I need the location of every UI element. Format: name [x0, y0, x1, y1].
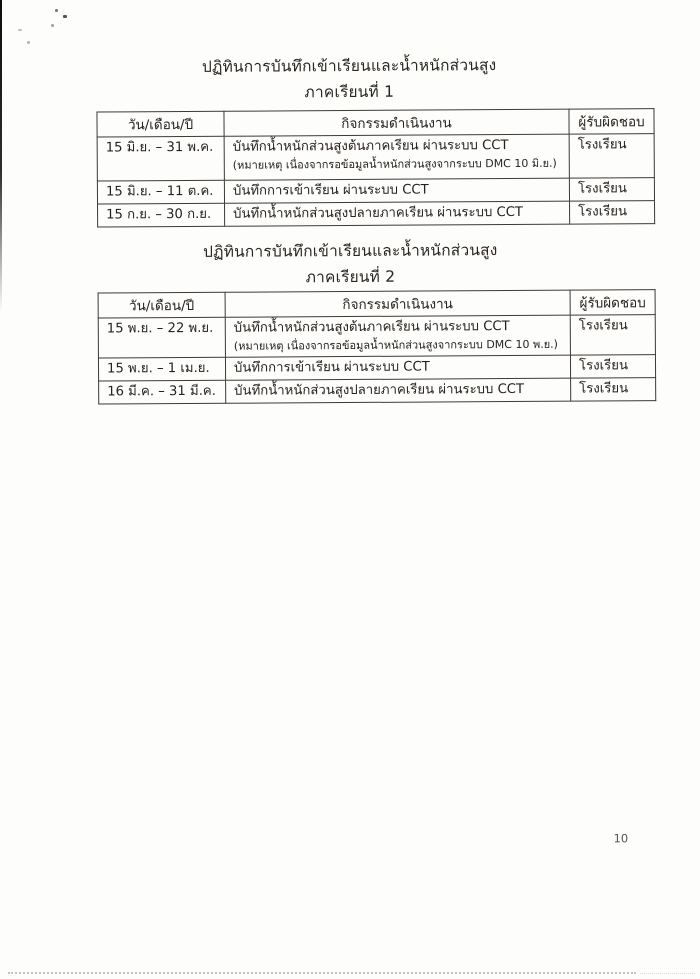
table-row — [98, 355, 655, 381]
activity-note: (หมายเหตุ เนื่องจากรอข้อมูลน้ำหนักส่วนสูงจากระบบ DMC 10 มิ.ย.) — [232, 156, 557, 172]
table-row — [98, 201, 655, 227]
calendar-title: ปฏิทินการบันทึกเข้าเรียนและน้ำหนักส่วนสูง — [202, 241, 498, 261]
date-cell: 15 มิ.ย. – 31 พ.ค. — [97, 136, 224, 181]
header-date: วัน/เดือน/ปี — [98, 292, 225, 318]
table-row — [97, 134, 654, 181]
header-responsible: ผู้รับผิดชอบ — [569, 109, 654, 135]
responsible-cell: โรงเรียน — [571, 378, 656, 402]
header-date: วัน/เดือน/ปี — [97, 111, 224, 137]
calendar-title: ปฏิทินการบันทึกเข้าเรียนและน้ำหนักส่วนสูง — [201, 56, 497, 76]
table-row — [99, 378, 656, 404]
calendar-table-semester-1 — [96, 108, 655, 227]
date-cell: 15 พ.ย. – 22 พ.ย. — [98, 317, 225, 358]
activity-text: บันทึกน้ำหนักส่วนสูงต้นภาคเรียน ผ่านระบบ CCT — [233, 319, 510, 336]
section-title-semester-1 — [0, 52, 699, 107]
section-title-semester-2 — [0, 237, 700, 292]
table-row — [97, 178, 654, 204]
activity-cell — [225, 315, 570, 357]
date-cell: 16 มี.ค. – 31 มี.ค. — [99, 380, 226, 404]
responsible-cell: โรงเรียน — [570, 315, 655, 356]
responsible-cell: โรงเรียน — [569, 178, 654, 202]
responsible-cell: โรงเรียน — [570, 201, 655, 225]
table-header-row — [97, 109, 654, 137]
activity-cell: บันทึกการเข้าเรียน ผ่านระบบ CCT — [224, 178, 569, 203]
activity-cell: บันทึกน้ำหนักส่วนสูงปลายภาคเรียน ผ่านระบบ CCT — [226, 378, 571, 403]
date-cell: 15 มิ.ย. – 11 ต.ค. — [97, 180, 224, 204]
table-header-row — [98, 290, 655, 318]
activity-note: (หมายเหตุ เนื่องจากรอข้อมูลน้ำหนักส่วนสูงจากระบบ DMC 10 พ.ย.) — [233, 337, 558, 353]
header-activity: กิจกรรมดำเนินงาน — [224, 109, 569, 136]
semester-subtitle: ภาคเรียนที่ 1 — [304, 82, 395, 102]
header-activity: กิจกรรมดำเนินงาน — [225, 290, 570, 317]
date-cell: 15 ก.ย. – 30 ก.ย. — [98, 203, 225, 227]
calendar-table-semester-2 — [98, 289, 657, 404]
responsible-cell: โรงเรียน — [569, 134, 654, 179]
date-cell: 15 พ.ย. – 1 เม.ย. — [98, 357, 225, 381]
responsible-cell: โรงเรียน — [570, 355, 655, 379]
page-number: 10 — [613, 831, 629, 846]
header-responsible: ผู้รับผิดชอบ — [570, 290, 655, 316]
table-row — [98, 315, 655, 358]
activity-cell: บันทึกการเข้าเรียน ผ่านระบบ CCT — [225, 355, 570, 380]
activity-text: บันทึกน้ำหนักส่วนสูงต้นภาคเรียน ผ่านระบบ CCT — [232, 138, 509, 155]
semester-subtitle: ภาคเรียนที่ 2 — [305, 267, 396, 287]
activity-cell — [224, 134, 569, 180]
activity-cell: บันทึกน้ำหนักส่วนสูงปลายภาคเรียน ผ่านระบบ CCT — [225, 201, 570, 226]
